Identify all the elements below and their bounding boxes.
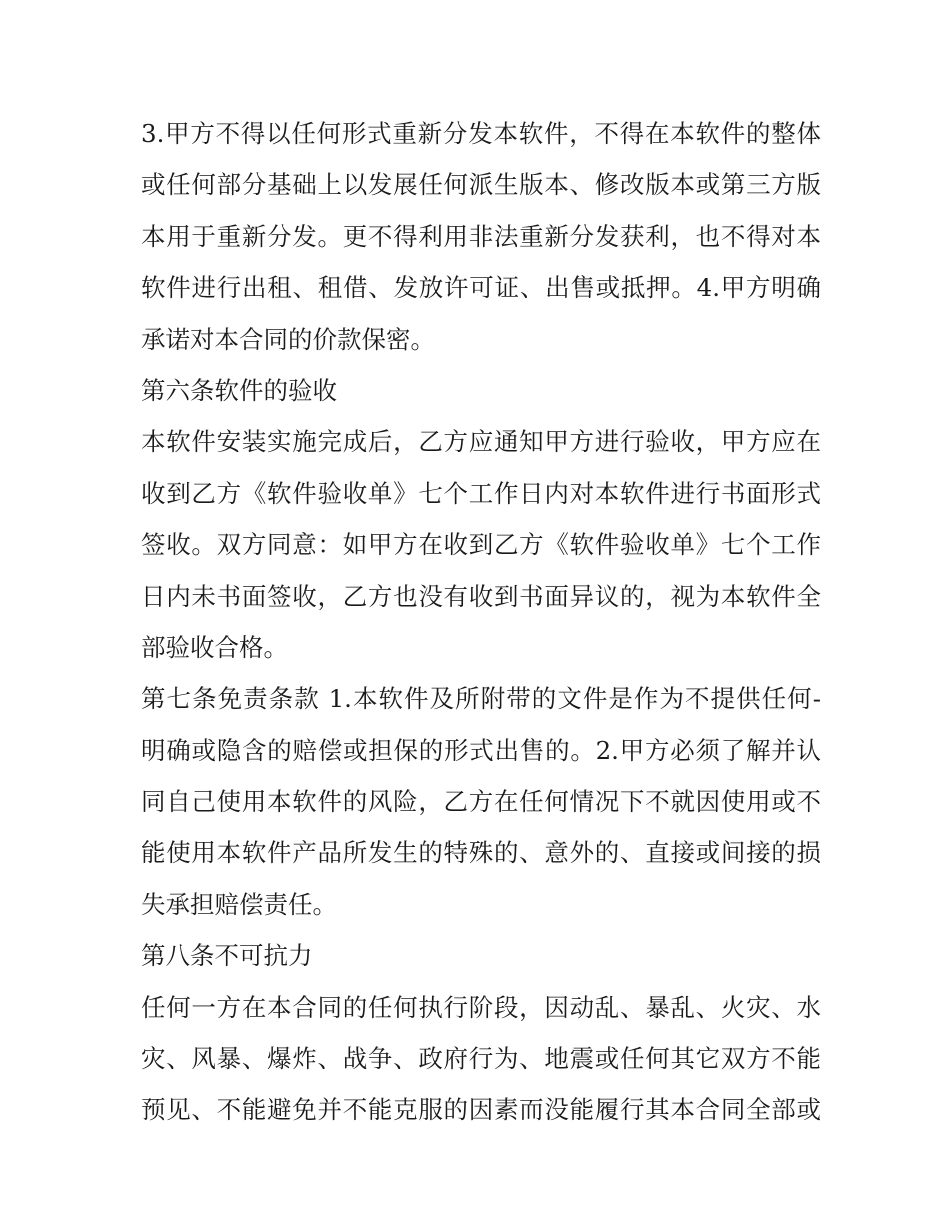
text-line: 本用于重新分发。更不得利用非法重新分发获利，也不得对本 [141, 221, 821, 251]
text-line: 软件进行出租、租借、发放许可证、出售或抵押。4.甲方明确 [141, 273, 821, 303]
text-line: 明确或隐含的赔偿或担保的形式出售的。2.甲方必须了解并认 [141, 735, 821, 765]
text-line: 承诺对本合同的价款保密。 [141, 324, 435, 354]
text-line: 3.甲方不得以任何形式重新分发本软件，不得在本软件的整体 [141, 119, 821, 148]
text-line: 失承担赔偿责任。 [141, 889, 337, 919]
text-line: 预见、不能避免并不能克服的因素而没能履行其本合同全部或 [141, 1095, 821, 1125]
text-line: 或任何部分基础上以发展任何派生版本、修改版本或第三方版 [141, 170, 821, 200]
text-line: 部验收合格。 [141, 632, 288, 662]
text-line: 收到乙方《软件验收单》七个工作日内对本软件进行书面形式 [141, 478, 821, 508]
text-line: 本软件安装实施完成后，乙方应通知甲方进行验收，甲方应在 [141, 427, 821, 457]
text-line: 同自己使用本软件的风险，乙方在任何情况下不就因使用或不 [141, 787, 821, 817]
text-line: 任何一方在本合同的任何执行阶段，因动乱、暴乱、火灾、水 [141, 992, 821, 1022]
section-heading: 第七条免责条款 1.本软件及所附带的文件是作为不提供任何- [141, 684, 821, 714]
text-line: 日内未书面签收，乙方也没有收到书面异议的，视为本软件全 [141, 581, 821, 611]
text-line: 能使用本软件产品所发生的特殊的、意外的、直接或间接的损 [141, 838, 821, 868]
text-line: 签收。双方同意：如甲方在收到乙方《软件验收单》七个工作 [141, 530, 821, 560]
section-heading: 第八条不可抗力 [141, 941, 313, 971]
text-line: 灾、风暴、爆炸、战争、政府行为、地震或任何其它双方不能 [141, 1044, 821, 1074]
contract-text-block [141, 108, 821, 1136]
section-heading: 第六条软件的验收 [141, 375, 337, 405]
